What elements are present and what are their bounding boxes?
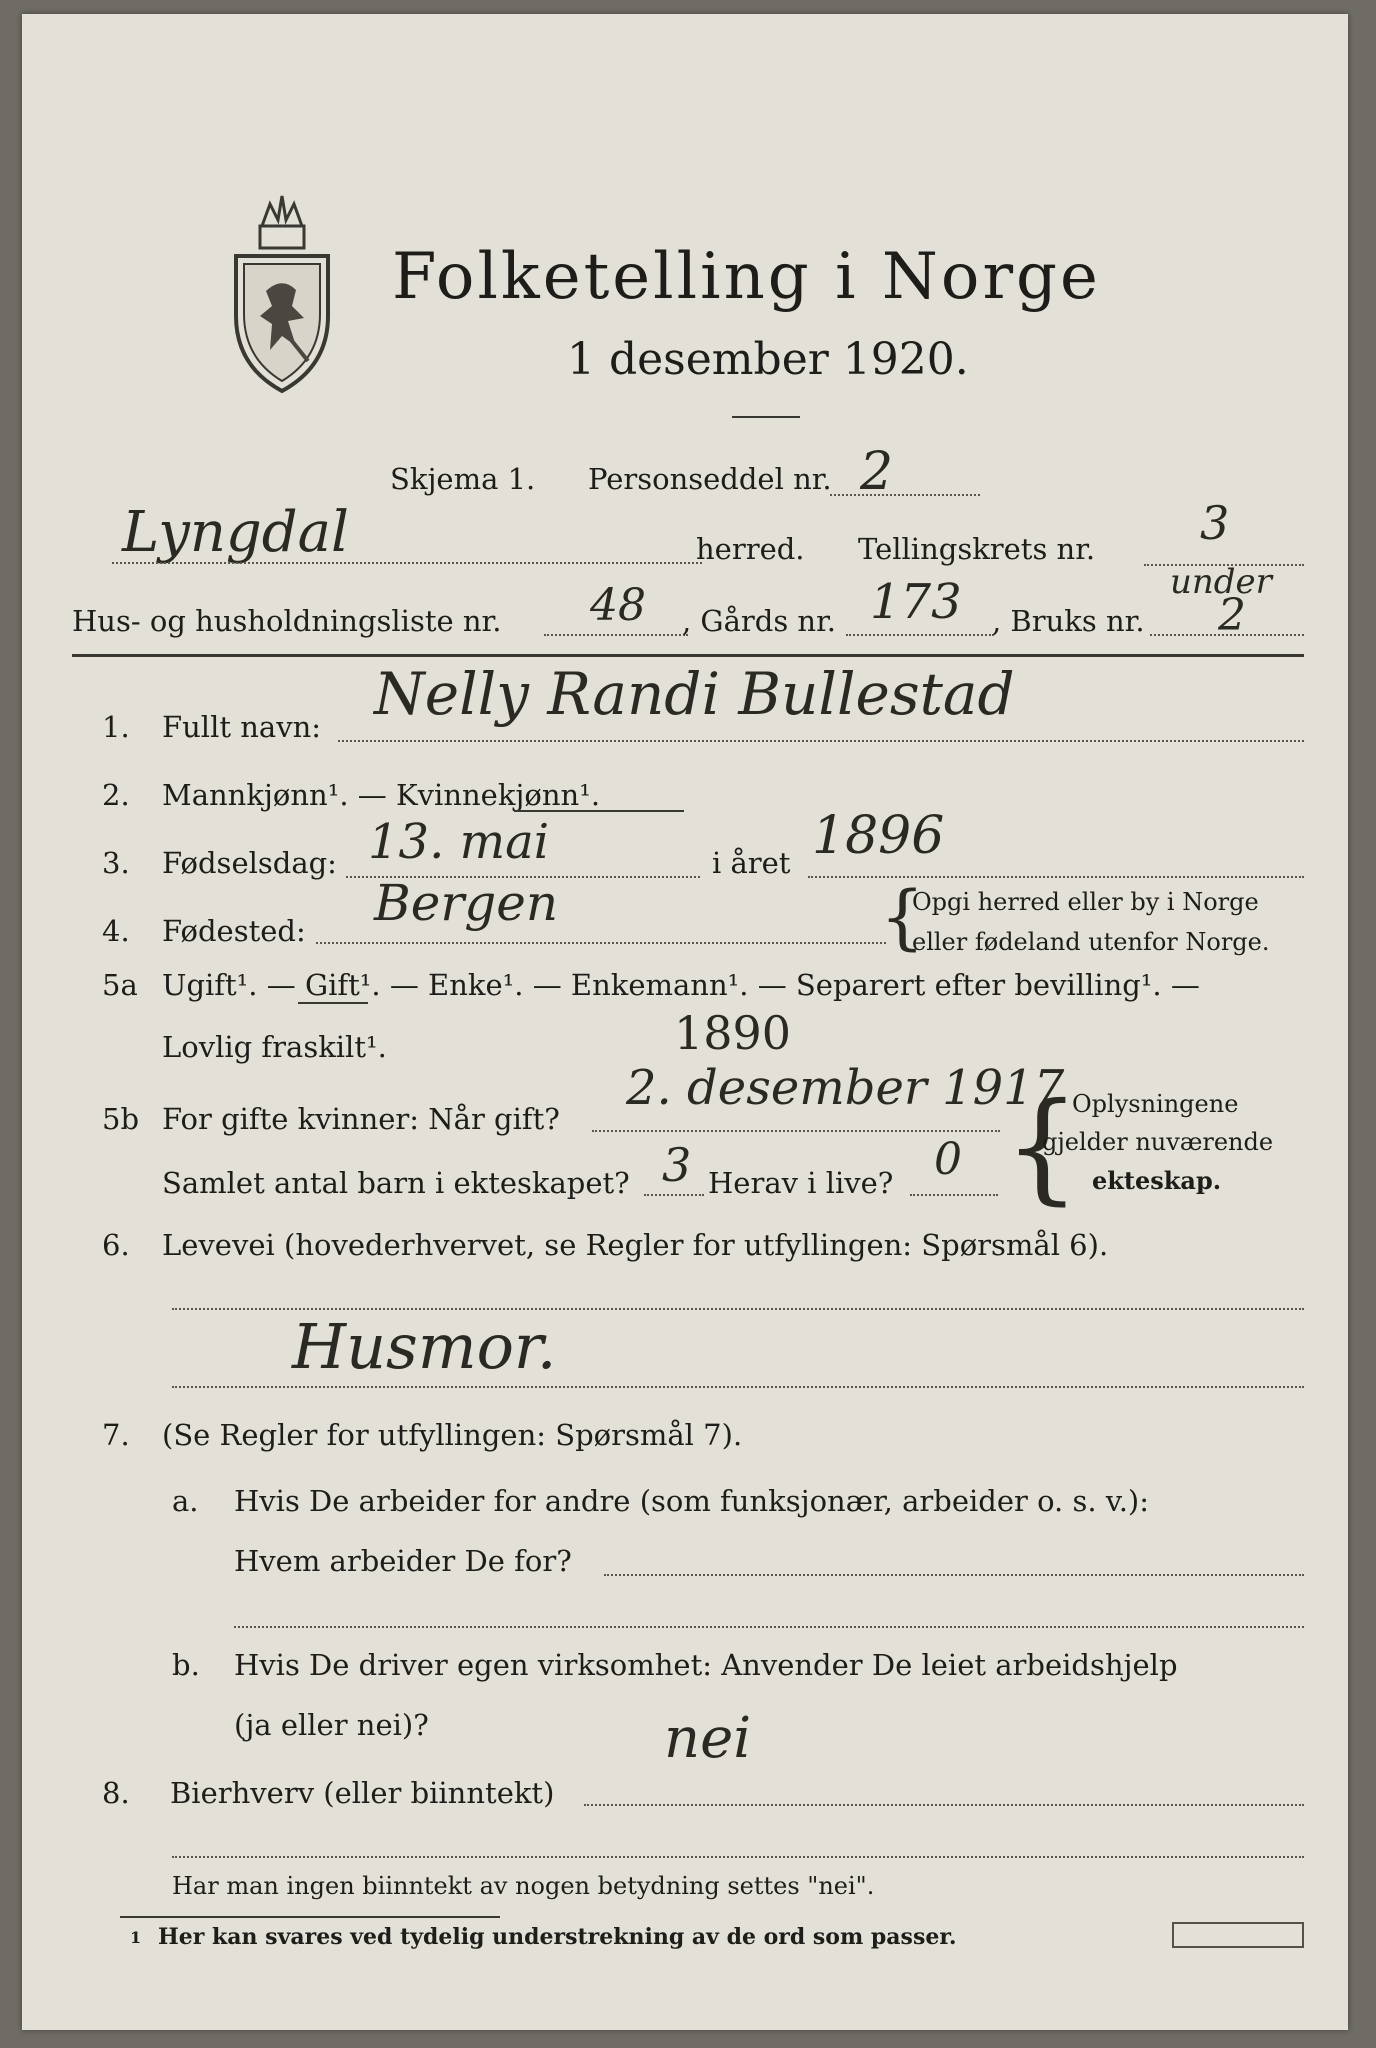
personseddel-value: 2	[860, 442, 894, 502]
page-subtitle: 1 desember 1920.	[567, 334, 969, 385]
q6-number: 6.	[102, 1228, 130, 1262]
q3-year-label: i året	[712, 846, 791, 880]
q4-brace: {	[880, 876, 925, 958]
q2-underline-kvinnekjonn	[514, 810, 684, 812]
q4-note-line1: Opgi herred eller by i Norge	[912, 888, 1259, 916]
q5b-children-line	[644, 1194, 704, 1196]
personseddel-line	[830, 494, 980, 496]
q2-number: 2.	[102, 778, 130, 812]
q1-number: 1.	[102, 710, 130, 744]
q5a-line1: Ugift¹. — Gift¹. — Enke¹. — Enkemann¹. — Separert efter bevilling¹. —	[162, 968, 1200, 1002]
q3-label: Fødselsdag:	[162, 846, 337, 880]
header-divider	[72, 654, 1304, 657]
husliste-label: Hus- og husholdningsliste nr.	[72, 604, 502, 638]
gards-value: 173	[870, 574, 962, 630]
q4-number: 4.	[102, 914, 130, 948]
gards-line	[846, 634, 994, 636]
bruks-value: 2	[1218, 590, 1246, 641]
q5b-children-value: 3	[662, 1138, 692, 1192]
q8-number: 8.	[102, 1776, 130, 1810]
q7b-line2: (ja eller nei)?	[234, 1708, 429, 1742]
q7-label: (Se Regler for utfyllingen: Spørsmål 7).	[162, 1418, 743, 1452]
q5b-label: For gifte kvinner: Når gift?	[162, 1102, 560, 1136]
q7a-line1: Hvis De arbeider for andre (som funksjonær, arbeider o. s. v.):	[234, 1484, 1150, 1518]
q5a-underline-gift	[298, 1002, 368, 1004]
q4-value-birthplace: Bergen	[374, 874, 559, 932]
q3-number: 3.	[102, 846, 130, 880]
q7a-line-extra	[234, 1626, 1304, 1628]
tellingskrets-label: Tellingskrets nr.	[858, 532, 1096, 566]
q4-label: Fødested:	[162, 914, 306, 948]
q1-label: Fullt navn:	[162, 710, 322, 744]
coat-of-arms-icon	[226, 186, 338, 400]
q7a-letter: a.	[172, 1484, 199, 1518]
q3-year-value: 1896	[812, 806, 945, 866]
herred-value: Lyngdal	[122, 500, 349, 565]
q5b-line	[592, 1130, 1000, 1132]
footnote-mark: 1	[130, 1928, 142, 1947]
q7-number: 7.	[102, 1418, 130, 1452]
q7b-letter: b.	[172, 1648, 200, 1682]
q8-line	[584, 1804, 1304, 1806]
q1-value-full-name: Nelly Randi Bullestad	[374, 660, 1015, 728]
q5b-alive-label: Herav i live?	[708, 1166, 894, 1200]
q5b-note-line2: gjelder nuværende	[1042, 1128, 1274, 1156]
q4-note-line2: eller fødeland utenfor Norge.	[912, 928, 1270, 956]
q1-line	[338, 740, 1304, 742]
tellingskrets-extra: under	[1170, 562, 1272, 602]
q4-line	[316, 942, 886, 944]
q5a-annotation: 1890	[674, 1006, 792, 1060]
q5b-note-line1: Oplysningene	[1072, 1090, 1239, 1118]
herred-line	[112, 562, 702, 564]
herred-label: herred.	[696, 532, 805, 566]
title-divider	[732, 416, 800, 418]
q7b-line1: Hvis De driver egen virksomhet: Anvender De leiet arbeidshjelp	[234, 1648, 1178, 1682]
q6-label: Levevei (hovederhvervet, se Regler for utfyllingen: Spørsmål 6).	[162, 1228, 1109, 1262]
q5b-brace: {	[1004, 1078, 1081, 1217]
q5b-alive-value: 0	[934, 1134, 962, 1185]
footnote-text: Her kan svares ved tydelig understrekning av de ord som passer.	[158, 1924, 957, 1950]
q3-value-birthday: 13. mai	[368, 814, 550, 870]
q6-line2	[172, 1386, 1304, 1388]
q6-value-occupation: Husmor.	[292, 1310, 557, 1383]
q5b-value-married-date: 2. desember 1917	[626, 1060, 1065, 1116]
husliste-line	[544, 634, 688, 636]
q8-line-extra	[172, 1856, 1304, 1858]
q5b-number: 5b	[102, 1102, 140, 1136]
q5a-number: 5a	[102, 968, 138, 1002]
q5b-note-line3: ekteskap.	[1092, 1166, 1222, 1195]
personseddel-label: Personseddel nr.	[588, 462, 832, 496]
q7a-line	[604, 1574, 1304, 1576]
husliste-value: 48	[590, 580, 646, 631]
tellingskrets-value: 3	[1200, 496, 1230, 550]
q7a-line2: Hvem arbeider De for?	[234, 1544, 572, 1578]
footnote-divider	[120, 1916, 500, 1918]
q8-label: Bierhverv (eller biinntekt)	[170, 1776, 555, 1810]
footer-note: Har man ingen biinntekt av nogen betydning settes "nei".	[172, 1872, 875, 1900]
q2-label: Mannkjønn¹. — Kvinnekjønn¹.	[162, 778, 601, 812]
gards-label: , Gårds nr.	[682, 604, 836, 638]
q5a-line2: Lovlig fraskilt¹.	[162, 1030, 387, 1064]
printer-stamp	[1172, 1922, 1304, 1948]
skjema-label: Skjema 1.	[390, 462, 536, 496]
q5b-alive-line	[910, 1194, 998, 1196]
census-form-page	[22, 14, 1348, 2030]
q7b-value: nei	[664, 1706, 752, 1771]
page-title: Folketelling i Norge	[392, 240, 1101, 314]
bruks-label: , Bruks nr.	[992, 604, 1145, 638]
q5b-children-label: Samlet antal barn i ekteskapet?	[162, 1166, 630, 1200]
